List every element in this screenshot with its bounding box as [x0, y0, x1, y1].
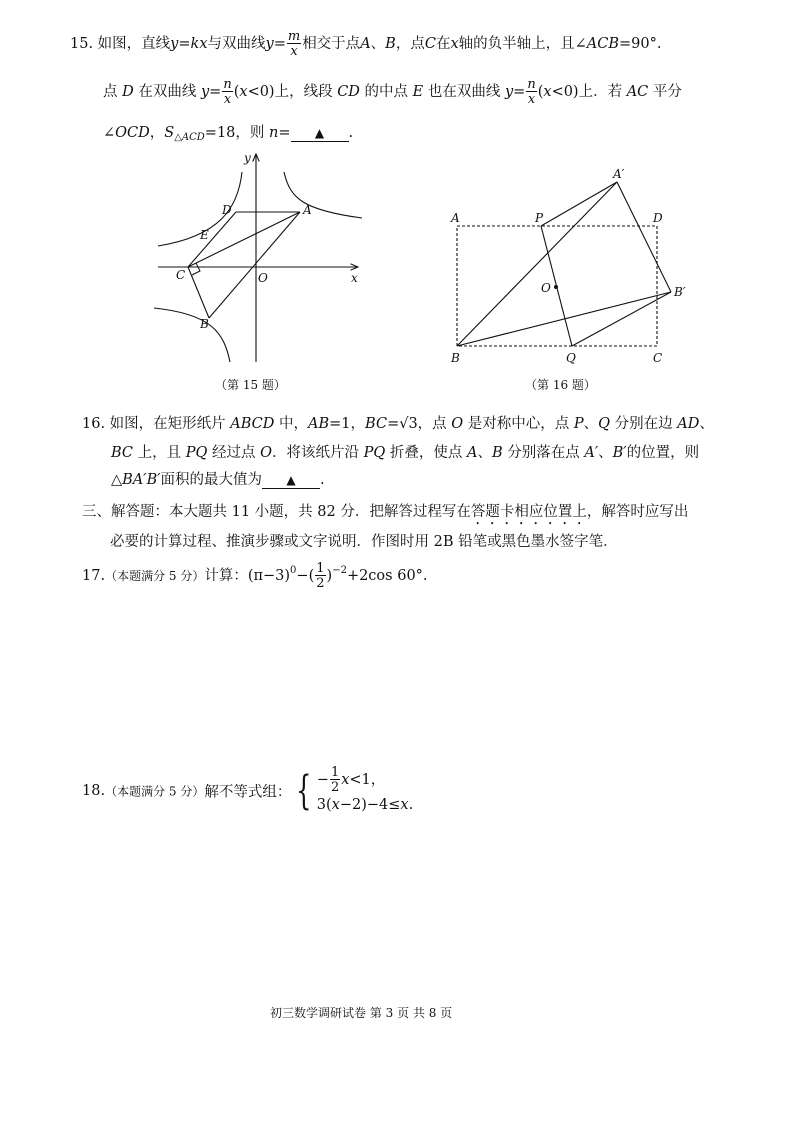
- hyperbola-m-branch3: [154, 308, 230, 362]
- q17-line: 17.（本题满分 5 分）计算：$(\pi-3)^0-$( $\frac{1}{2}$ )$^{-2}$+2cos 60°.: [82, 561, 428, 591]
- label-B1: B′: [674, 285, 686, 299]
- q16-line3: △BA′B′面积的最大值为 ▲ .: [111, 472, 325, 488]
- inequality-2: 3(x−2)−4≤x.: [316, 797, 414, 813]
- fraction-m-over-x: $\frac{m}{x}$: [287, 29, 301, 59]
- q17-number: 17.: [82, 568, 106, 584]
- label-D: D: [653, 211, 663, 225]
- figure-16-caption: （第 16 题）: [525, 378, 596, 392]
- segment-A1B1: [617, 182, 671, 292]
- label-B: B: [451, 351, 460, 365]
- system-brace: {: [296, 768, 312, 814]
- label-E: E: [200, 228, 209, 242]
- fraction-n-over-x-2: $\frac{n}{x}$: [527, 77, 536, 107]
- label-P: P: [535, 211, 544, 225]
- label-x: x: [351, 271, 358, 285]
- q17-score-note: （本题满分 5 分）: [105, 569, 205, 583]
- segment-PA1: [541, 182, 617, 226]
- figure-15: [150, 148, 370, 368]
- segment-BB1: [457, 292, 671, 346]
- q16-number: 16.: [82, 416, 106, 432]
- q15-answer-blank: ▲: [291, 126, 349, 142]
- inequality-system: [317, 766, 413, 816]
- fraction-n-over-x: $\frac{n}{x}$: [223, 77, 232, 107]
- label-B: B: [200, 317, 209, 331]
- figure-16: [445, 166, 700, 371]
- q16-line1: 16. 如图，在矩形纸片 ABCD 中，AB=1，BC=√3，点 O 是对称中心，点 P、Q 分别在边 AD、: [82, 416, 714, 432]
- q15-number: 15.: [70, 36, 94, 52]
- label-C: C: [176, 268, 186, 282]
- label-D: D: [222, 203, 232, 217]
- line-CB: [188, 267, 209, 318]
- fraction-one-half: $\frac{1}{2}$: [316, 561, 325, 591]
- label-A: A: [303, 203, 312, 217]
- hyperbola-m-branch1: [284, 172, 362, 218]
- segment-BA1: [457, 182, 617, 346]
- q18-score-note: （本题满分 5 分）: [105, 784, 205, 799]
- q18-line: 18.（本题满分 5 分）解不等式组： { − $\frac{1}{2}$ x<1， 3(x−2)−4≤x.: [82, 765, 414, 814]
- q16-answer-blank: ▲: [262, 473, 320, 489]
- label-A1: A′: [613, 167, 625, 181]
- q15-line3: ∠OCD，$S_{\triangle ACD}=18$，则 n= ▲ .: [103, 125, 354, 143]
- label-C: C: [653, 351, 663, 365]
- section-3-line1: 三、解答题：本大题共 11 小题，共 82 分．把解答过程写在答题卡相应位置上，解答时应写出: [82, 504, 689, 520]
- inequality-1: − $\frac{1}{2}$ x<1，: [316, 765, 386, 795]
- q16-line2: BC 上，且 PQ 经过点 O．将该纸片沿 PQ 折叠，使点 A、B 分别落在点 A′、B′的位置，则: [111, 445, 700, 461]
- page-footer: 初三数学调研试卷 第 3 页 共 8 页: [270, 1006, 453, 1020]
- q15-line1: 15. 如图，直线y=kx与双曲线y= $\frac{m}{x}$ 相交于点A、B，点C在x轴的负半轴上，且∠ACB=90°.: [70, 29, 662, 59]
- q15-line2: 点 D 在双曲线 y= $\frac{n}{x}$ (x<0)上，线段 CD 的中点 E 也在双曲线 y= $\frac{n}{x}$ (x<0)上．若 AC 平分: [103, 77, 682, 107]
- section-3-line2: 必要的计算过程、推演步骤或文字说明．作图时用 2B 铅笔或黑色墨水签字笔．: [110, 534, 618, 550]
- fraction-one-half-2: $\frac{1}{2}$: [330, 765, 340, 795]
- q18-number: 18.: [82, 783, 106, 799]
- label-O: O: [541, 281, 551, 295]
- point-O: [554, 285, 558, 289]
- label-y: y: [244, 151, 251, 165]
- segment-B1Q: [572, 292, 671, 346]
- label-Q: Q: [566, 351, 576, 365]
- label-O: O: [258, 271, 268, 285]
- emphasized-text: 答题卡相应位置上: [470, 504, 587, 520]
- line-CD: [188, 212, 236, 267]
- label-A: A: [451, 211, 460, 225]
- figure-15-caption: （第 15 题）: [215, 378, 286, 392]
